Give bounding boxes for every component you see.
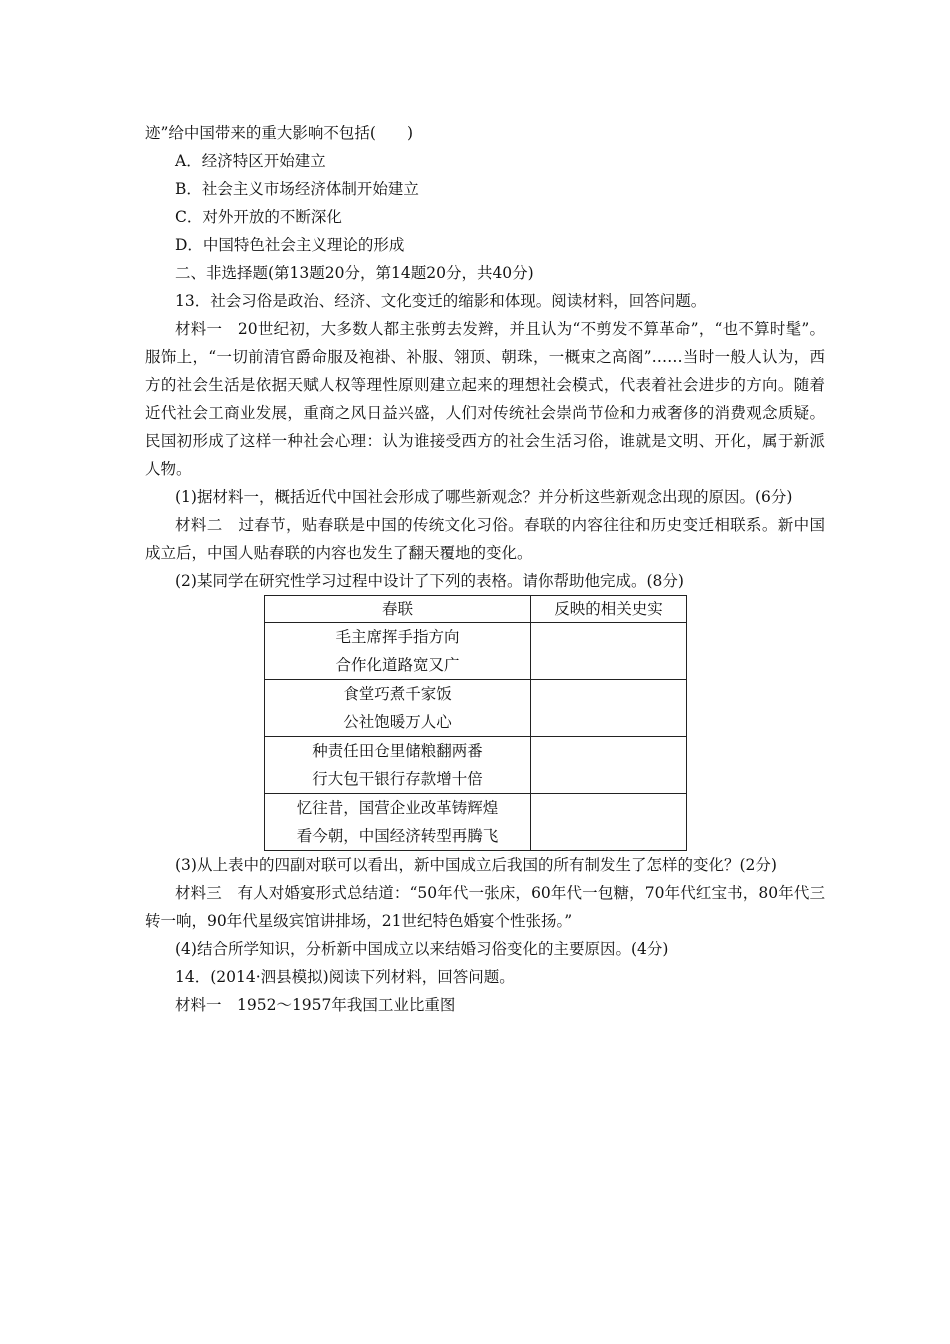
couplet-line-1: 食堂巧煮千家饭 bbox=[343, 685, 452, 703]
couplet-cell bbox=[265, 623, 531, 680]
question-12-stem-end: 迹”给中国带来的重大影响不包括( ) bbox=[145, 124, 414, 142]
question-12-option-c: C．对外开放的不断深化 bbox=[175, 208, 342, 226]
couplet-line-1: 忆往昔，国营企业改革铸辉煌 bbox=[296, 799, 499, 817]
couplet-line-2: 行大包干银行存款增十倍 bbox=[312, 770, 483, 788]
question-12-option-d: D．中国特色社会主义理论的形成 bbox=[175, 236, 405, 254]
question-14-stem: 14．(2014·泗县模拟)阅读下列材料，回答问题。 bbox=[175, 968, 515, 986]
table-row bbox=[265, 623, 687, 680]
couplet-line-2: 看今朝，中国经济转型再腾飞 bbox=[296, 827, 499, 845]
question-13-material-1: 材料一 20世纪初，大多数人都主张剪去发辫，并且认为“不剪发不算革命”，“也不算时髦”。服饰上，“一切前清官爵命服及袍褂、补服、翎顶、朝珠，一概束之高阁”……当时一般人认为，西方的社会生活是依据天赋人权等理性原则建立起来的理想社会模式，代表着社会进步的方向。随着近代社会工商业发展，重商之风日益兴盛，人们对传统社会崇尚节俭和力戒奢侈的消费观念质疑。民国初形成了这样一种社会心理：认为谁接受西方的社会生活习俗，谁就是文明、开化，属于新派人物。 bbox=[145, 320, 825, 478]
answer-cell[interactable] bbox=[531, 623, 687, 680]
table-row bbox=[265, 680, 687, 737]
question-12-option-a: A．经济特区开始建立 bbox=[175, 152, 326, 170]
document-body bbox=[145, 119, 825, 1019]
question-13-sub-1: (1)据材料一，概括近代中国社会形成了哪些新观念？并分析这些新观念出现的原因。(6分) bbox=[175, 488, 793, 506]
question-13-sub-4: (4)结合所学知识，分析新中国成立以来结婚习俗变化的主要原因。(4分) bbox=[175, 940, 669, 958]
section-2-heading: 二、非选择题(第13题20分，第14题20分，共40分) bbox=[175, 264, 534, 282]
question-12-option-b: B．社会主义市场经济体制开始建立 bbox=[175, 180, 419, 198]
question-13-material-2: 材料二 过春节，贴春联是中国的传统文化习俗。春联的内容往往和历史变迁相联系。新中国成立后，中国人贴春联的内容也发生了翻天覆地的变化。 bbox=[145, 516, 825, 562]
table-row bbox=[265, 737, 687, 794]
couplet-cell bbox=[265, 680, 531, 737]
couplet-line-1: 毛主席挥手指方向 bbox=[335, 628, 460, 646]
question-14-material-1-caption: 材料一 1952～1957年我国工业比重图 bbox=[175, 996, 456, 1014]
couplet-line-2: 合作化道路宽又广 bbox=[335, 656, 460, 674]
couplet-line-1: 种责任田仓里储粮翻两番 bbox=[312, 742, 483, 760]
couplet-cell bbox=[265, 794, 531, 851]
question-13-material-3: 材料三 有人对婚宴形式总结道：“50年代一张床，60年代一包糖，70年代红宝书，80年代三转一响，90年代星级宾馆讲排场，21世纪特色婚宴个性张扬。” bbox=[145, 884, 825, 930]
table-header-couplet: 春联 bbox=[265, 596, 531, 623]
answer-cell[interactable] bbox=[531, 737, 687, 794]
question-13-stem: 13．社会习俗是政治、经济、文化变迁的缩影和体现。阅读材料，回答问题。 bbox=[175, 292, 707, 310]
table-header-row bbox=[265, 596, 687, 623]
question-13-sub-2: (2)某同学在研究性学习过程中设计了下列的表格。请你帮助他完成。(8分) bbox=[175, 572, 684, 590]
question-13-sub-3: (3)从上表中的四副对联可以看出，新中国成立后我国的所有制发生了怎样的变化？(2分) bbox=[175, 856, 777, 874]
answer-cell[interactable] bbox=[531, 680, 687, 737]
couplet-table bbox=[264, 595, 687, 851]
table-header-history: 反映的相关史实 bbox=[531, 596, 687, 623]
couplet-cell bbox=[265, 737, 531, 794]
couplet-line-2: 公社饱暖万人心 bbox=[343, 713, 452, 731]
answer-cell[interactable] bbox=[531, 794, 687, 851]
table-row bbox=[265, 794, 687, 851]
